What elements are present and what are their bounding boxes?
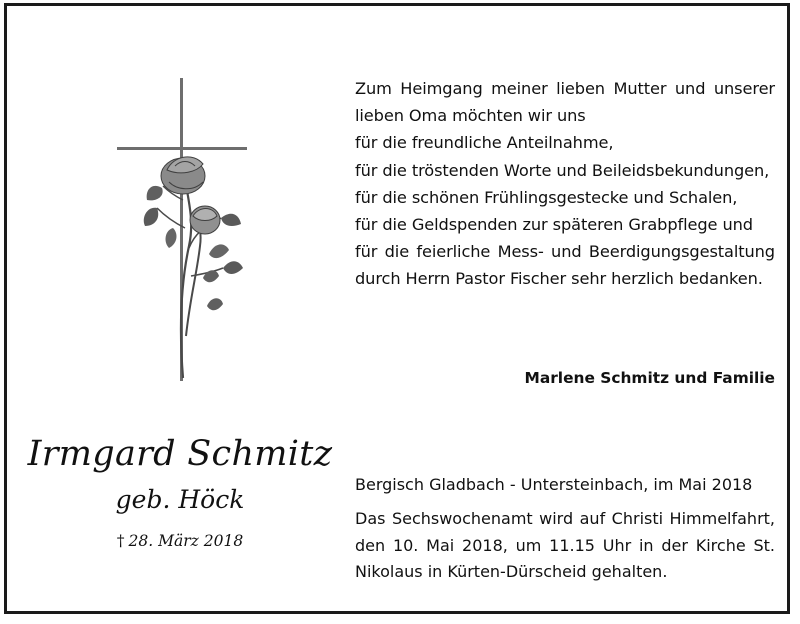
obituary-notice <box>4 3 790 614</box>
thanks-line: Zum Heimgang meiner lieben Mutter und unserer <box>355 79 775 98</box>
service-line: den 10. Mai 2018, um 11.15 Uhr in der Kirche St. <box>355 535 775 555</box>
thanks-line: für die schönen Frühlingsgestecke und Schalen, <box>355 187 738 207</box>
deceased-block <box>27 432 333 552</box>
death-date: 28. März 2018 <box>128 532 244 550</box>
thanks-line: durch Herrn Pastor Fischer sehr herzlich bedanken. <box>355 269 763 289</box>
service-details <box>355 472 775 586</box>
service-line: Nikolaus in Kürten-Dürscheid gehalten. <box>355 562 668 582</box>
cross-with-rose-icon <box>117 78 247 384</box>
service-announcement <box>355 506 775 586</box>
thanks-text <box>355 75 775 293</box>
death-date-line <box>27 530 333 552</box>
place-date: Bergisch Gladbach - Untersteinbach, im Mai 2018 <box>355 475 753 494</box>
deceased-name: Irmgard Schmitz <box>27 434 333 474</box>
thanks-line: für die freundliche Anteilnahme, <box>355 133 614 153</box>
death-cross-icon: † <box>116 532 125 550</box>
thanks-line: für die Geldspenden zur späteren Grabpflege und <box>355 215 753 235</box>
birth-name: geb. Höck <box>115 485 245 514</box>
thanks-line: für die feierliche Mess- und Beerdigungsgestaltung <box>355 242 775 262</box>
service-line: Das Sechswochenamt wird auf Christi Himmelfahrt, <box>355 508 775 528</box>
thanks-line: für die tröstenden Worte und Beileidsbekundungen, <box>355 160 770 180</box>
thanks-line: lieben Oma möchten wir uns <box>355 106 586 126</box>
signature: Marlene Schmitz und Familie <box>524 369 775 387</box>
